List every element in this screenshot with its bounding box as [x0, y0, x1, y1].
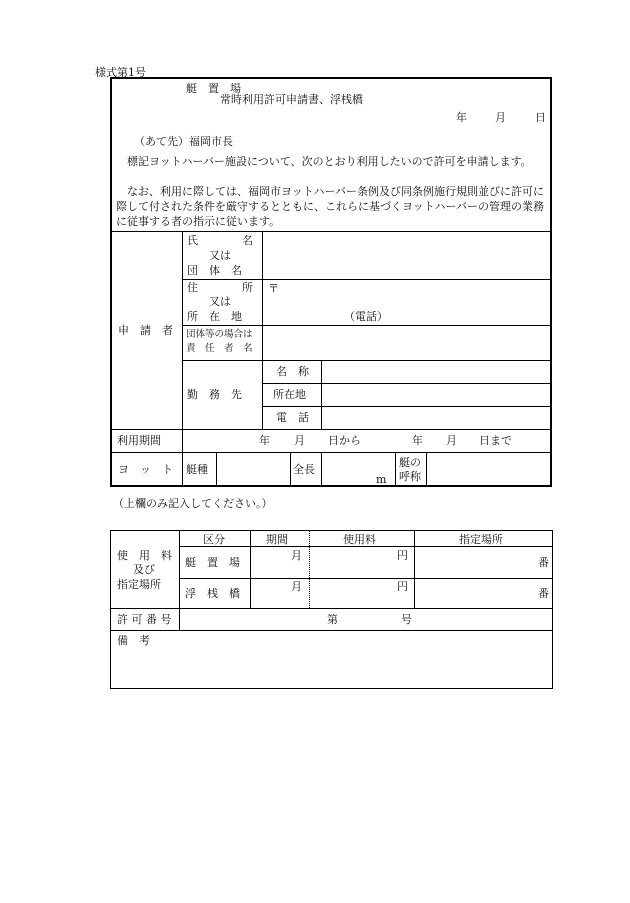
period-to-month: 月	[446, 434, 457, 447]
row-boatyard-label: 艇 置 場	[185, 556, 240, 569]
period-from-day: 日から	[328, 434, 361, 447]
instruction-note: （上欄のみ記入してください。）	[113, 497, 273, 510]
period-from-month: 月	[294, 434, 305, 447]
remarks-label: 備 考	[117, 634, 150, 647]
period-to-day: 日まで	[479, 434, 512, 447]
name-label-1: 氏 名	[187, 234, 253, 247]
fee-group-label-3: 指定場所	[117, 578, 161, 591]
workplace-name-label: 名 称	[276, 365, 309, 378]
row-boatyard-ban: 番	[538, 556, 549, 569]
row-boatyard-yen: 円	[397, 549, 408, 562]
yacht-type-label: 艇種	[186, 463, 208, 476]
date-year-label: 年	[456, 111, 467, 124]
representative-label-1: 団体等の場合は	[186, 329, 253, 340]
form-title: 常時利用許可申請書、浮桟橋	[220, 93, 363, 106]
application-form	[110, 77, 552, 487]
address-label-1: 住 所	[187, 281, 253, 294]
row-pontoon-ban: 番	[538, 587, 549, 600]
yacht-name-label-2: 呼称	[399, 470, 421, 483]
period-from-year: 年	[259, 434, 270, 447]
yacht-label: ヨ ッ ト	[118, 463, 173, 476]
name-label-3: 団 体 名	[187, 264, 242, 277]
col-place: 指定場所	[459, 533, 503, 546]
application-statement: 標記ヨットハーバー施設について、次のとおり利用したいので許可を申請します。	[127, 155, 532, 168]
postal-mark: 〒	[268, 282, 279, 295]
row-pontoon-month: 月	[291, 580, 302, 593]
addressee: （あて先）福岡市長	[134, 135, 233, 148]
form-number: 様式第1号	[95, 66, 146, 79]
col-period: 期間	[266, 533, 288, 546]
row-boatyard-month: 月	[291, 549, 302, 562]
date-month-label: 月	[495, 111, 506, 124]
workplace-address-label: 所在地	[273, 388, 306, 401]
yacht-length-label: 全長	[293, 463, 315, 476]
col-kubun: 区分	[203, 533, 225, 546]
permit-dai: 第	[327, 613, 338, 626]
workplace-phone-label: 電 話	[276, 411, 309, 424]
row-pontoon-label: 浮 桟 橋	[185, 587, 240, 600]
title-left: 艇 置 場	[186, 82, 241, 95]
yacht-name-label-1: 艇の	[399, 456, 421, 469]
name-label-2: 又は	[209, 249, 231, 262]
permit-go: 号	[401, 613, 412, 626]
permit-number-label: 許 可 番 号	[117, 613, 172, 626]
yacht-length-unit: m	[376, 473, 387, 486]
applicant-section-label: 申 請 者	[118, 324, 173, 337]
office-use-table	[110, 530, 553, 689]
address-label-3: 所 在 地	[187, 310, 242, 323]
date-day-label: 日	[535, 111, 546, 124]
col-fee: 使用料	[343, 533, 376, 546]
fee-group-label-1: 使 用 料	[117, 549, 172, 562]
compliance-statement: なお、利用に際しては、福岡市ヨットハーバー条例及び同条例施行規則並びに許可に際して付された条件を厳守するとともに、これらに基づくヨットハーバーの管理の業務に従事する者の指示に従います。	[116, 185, 545, 228]
workplace-label: 勤 務 先	[187, 388, 242, 401]
phone-label: （電話）	[344, 310, 388, 323]
address-label-2: 又は	[209, 295, 231, 308]
period-to-year: 年	[412, 434, 423, 447]
representative-label-2: 責 任 者 名	[186, 343, 253, 354]
fee-group-label-2: 及び	[133, 563, 155, 576]
period-label: 利用期間	[117, 434, 161, 447]
row-pontoon-yen: 円	[397, 580, 408, 593]
